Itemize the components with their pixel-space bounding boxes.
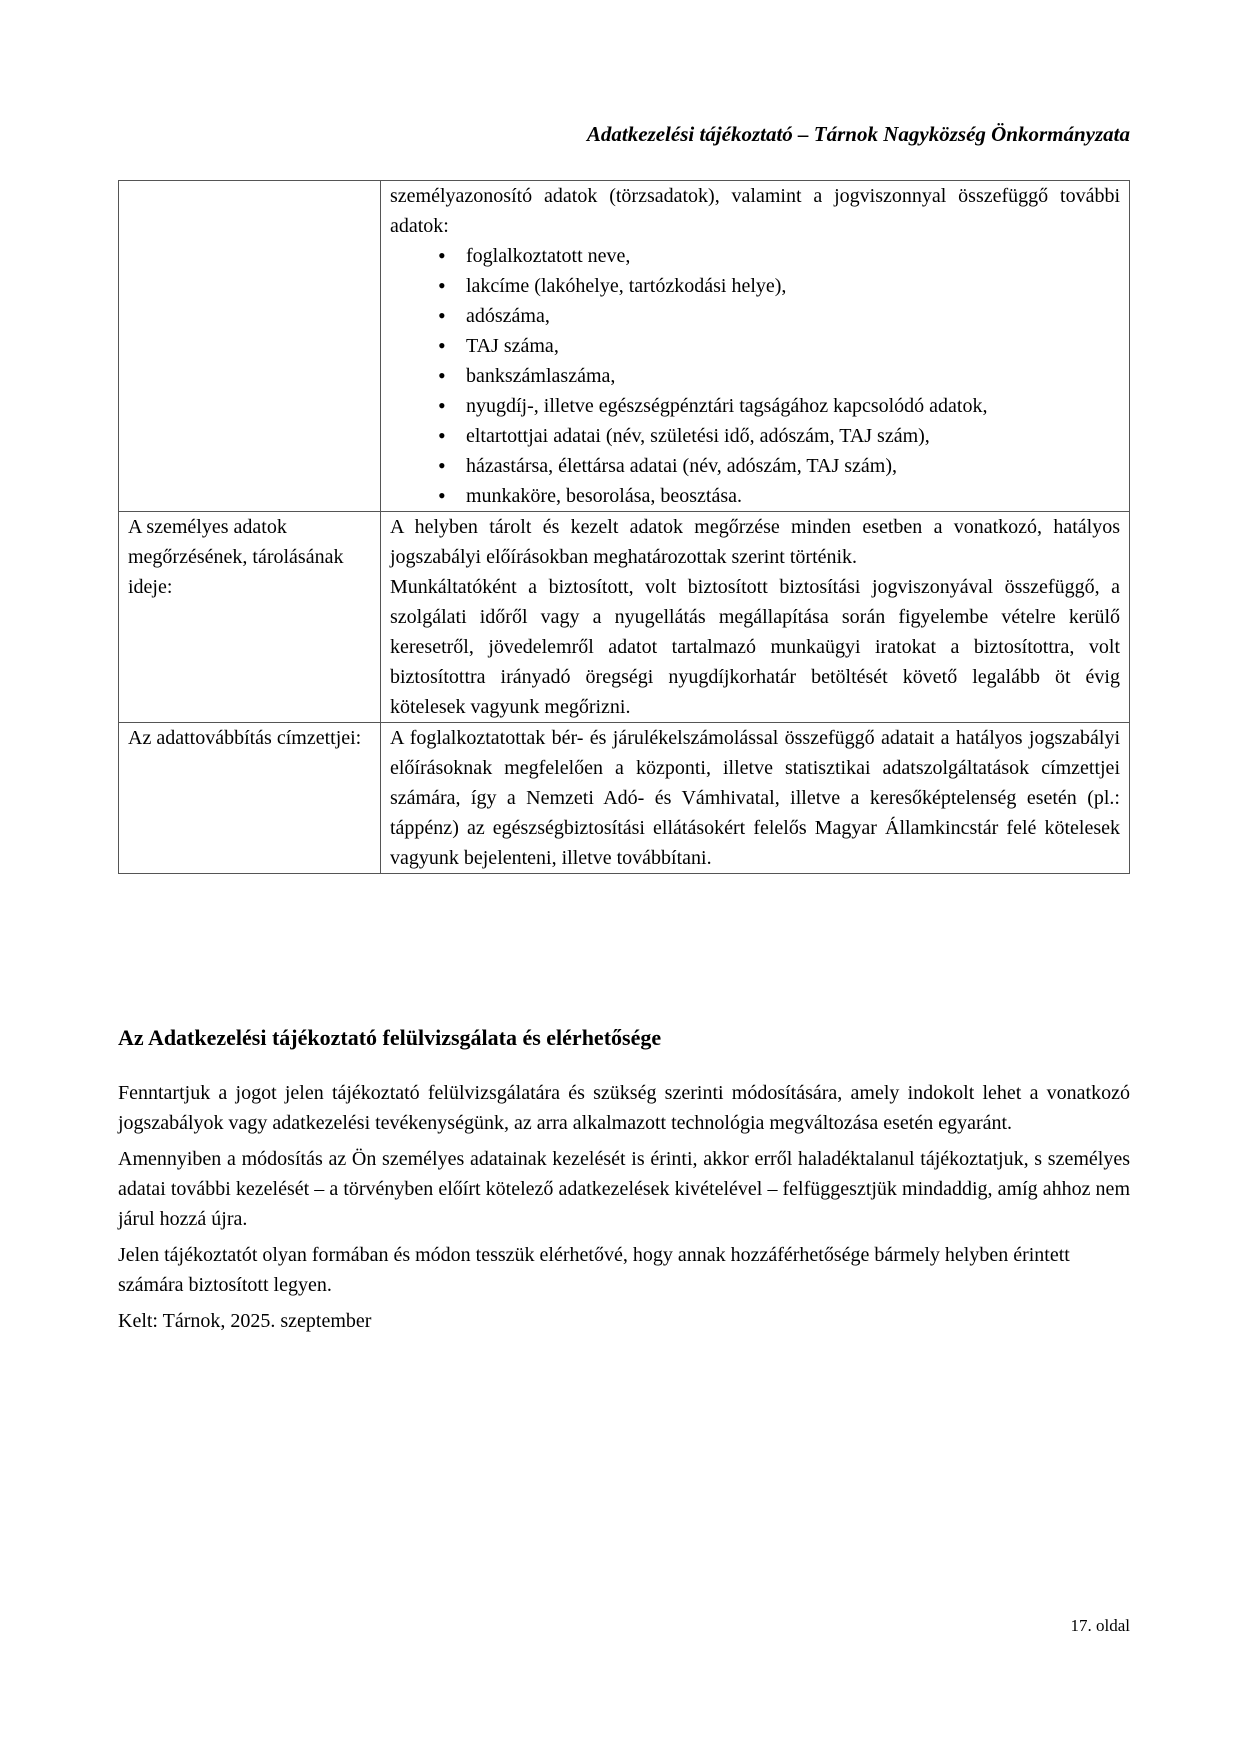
body-paragraph: Amennyiben a módosítás az Ön személyes adatainak kezelését is érinti, akkor erről haladéktalanul tájékoztatjuk, s személyes adatai további kezelését – a törvényben előírt kötelező adatkezelések kivételével – felfüggesztjük mindaddig, amíg ahhoz nem járul hozzá újra. [118, 1148, 1130, 1230]
row-label [119, 181, 381, 512]
list-item: • eltartottjai adatai (név, születési idő, adószám, TAJ szám), [438, 421, 1120, 451]
data-processing-table [118, 180, 1130, 874]
row-label: Az adattovábbítás címzettjei: [119, 723, 381, 874]
body-paragraph: Fenntartjuk a jogot jelen tájékoztató felülvizsgálatára és szükség szerinti módosítására, amely indokolt lehet a vonatkozó jogszabályok vagy adatkezelési tevékenységünk, az arra alkalmazott technológia megváltozása esetén egyaránt. [118, 1082, 1130, 1134]
list-item: • foglalkoztatott neve, [438, 241, 1120, 271]
table-row [119, 723, 1130, 874]
list-item: • bankszámlaszáma, [438, 361, 1120, 391]
section-body [118, 1078, 1130, 1342]
data-list [390, 241, 1120, 511]
row-intro: személyazonosító adatok (törzsadatok), valamint a jogviszonnyal összefüggő további adatok: [390, 185, 1120, 237]
row-content [381, 181, 1130, 512]
page-number: 17. oldal [1070, 1616, 1130, 1635]
list-item: • házastársa, élettársa adatai (név, adószám, TAJ szám), [438, 451, 1120, 481]
row-paragraph: Munkáltatóként a biztosított, volt biztosított biztosítási jogviszonyával összefüggő, a szolgálati időről vagy a nyugellátás megállapítása során figyelembe vételre kerülő keresetről, jövedelemről adatot tartalmazó munkaügyi iratokat a biztosítottra, volt biztosítottra irányadó öregségi nyugdíjkorhatár betöltését követő legalább öt évig kötelesek vagyunk megőrizni. [390, 576, 1120, 718]
date-line: Kelt: Tárnok, 2025. szeptember [118, 1310, 372, 1332]
list-item: • adószáma, [438, 301, 1120, 331]
table-row [119, 181, 1130, 512]
page-header: Adatkezelési tájékoztató – Tárnok Nagyközség Önkormányzata [586, 122, 1130, 146]
row-content [381, 512, 1130, 723]
row-content [381, 723, 1130, 874]
list-item: • TAJ száma, [438, 331, 1120, 361]
row-label: A személyes adatok megőrzésének, tárolásának ideje: [119, 512, 381, 723]
list-item: • nyugdíj-, illetve egészségpénztári tagságához kapcsolódó adatok, [438, 391, 1120, 421]
row-paragraph: A helyben tárolt és kezelt adatok megőrzése minden esetben a vonatkozó, hatályos jogszabályi előírásokban meghatározottak szerint történik. [390, 516, 1120, 568]
row-paragraph: A foglalkoztatottak bér- és járulékelszámolással összefüggő adatait a hatályos jogszabályi előírásoknak megfelelően a központi, illetve statisztikai adatszolgáltatások címzettjei számára, így a Nemzeti Adó- és Vámhivatal, illetve a keresőképtelenség esetén (pl.: táppénz) az egészségbiztosítási ellátásokért felelős Magyar Államkincstár felé kötelesek vagyunk bejelenteni, illetve továbbítani. [390, 727, 1120, 869]
list-item: • lakcíme (lakóhelye, tartózkodási helye), [438, 271, 1120, 301]
list-item: • munkaköre, besorolása, beosztása. [438, 481, 1120, 511]
section-title: Az Adatkezelési tájékoztató felülvizsgálata és elérhetősége [118, 1025, 662, 1050]
table-row [119, 512, 1130, 723]
body-paragraph: Jelen tájékoztatót olyan formában és módon tesszük elérhetővé, hogy annak hozzáférhetősége bármely helyben érintett számára biztosított legyen. [118, 1244, 1070, 1296]
